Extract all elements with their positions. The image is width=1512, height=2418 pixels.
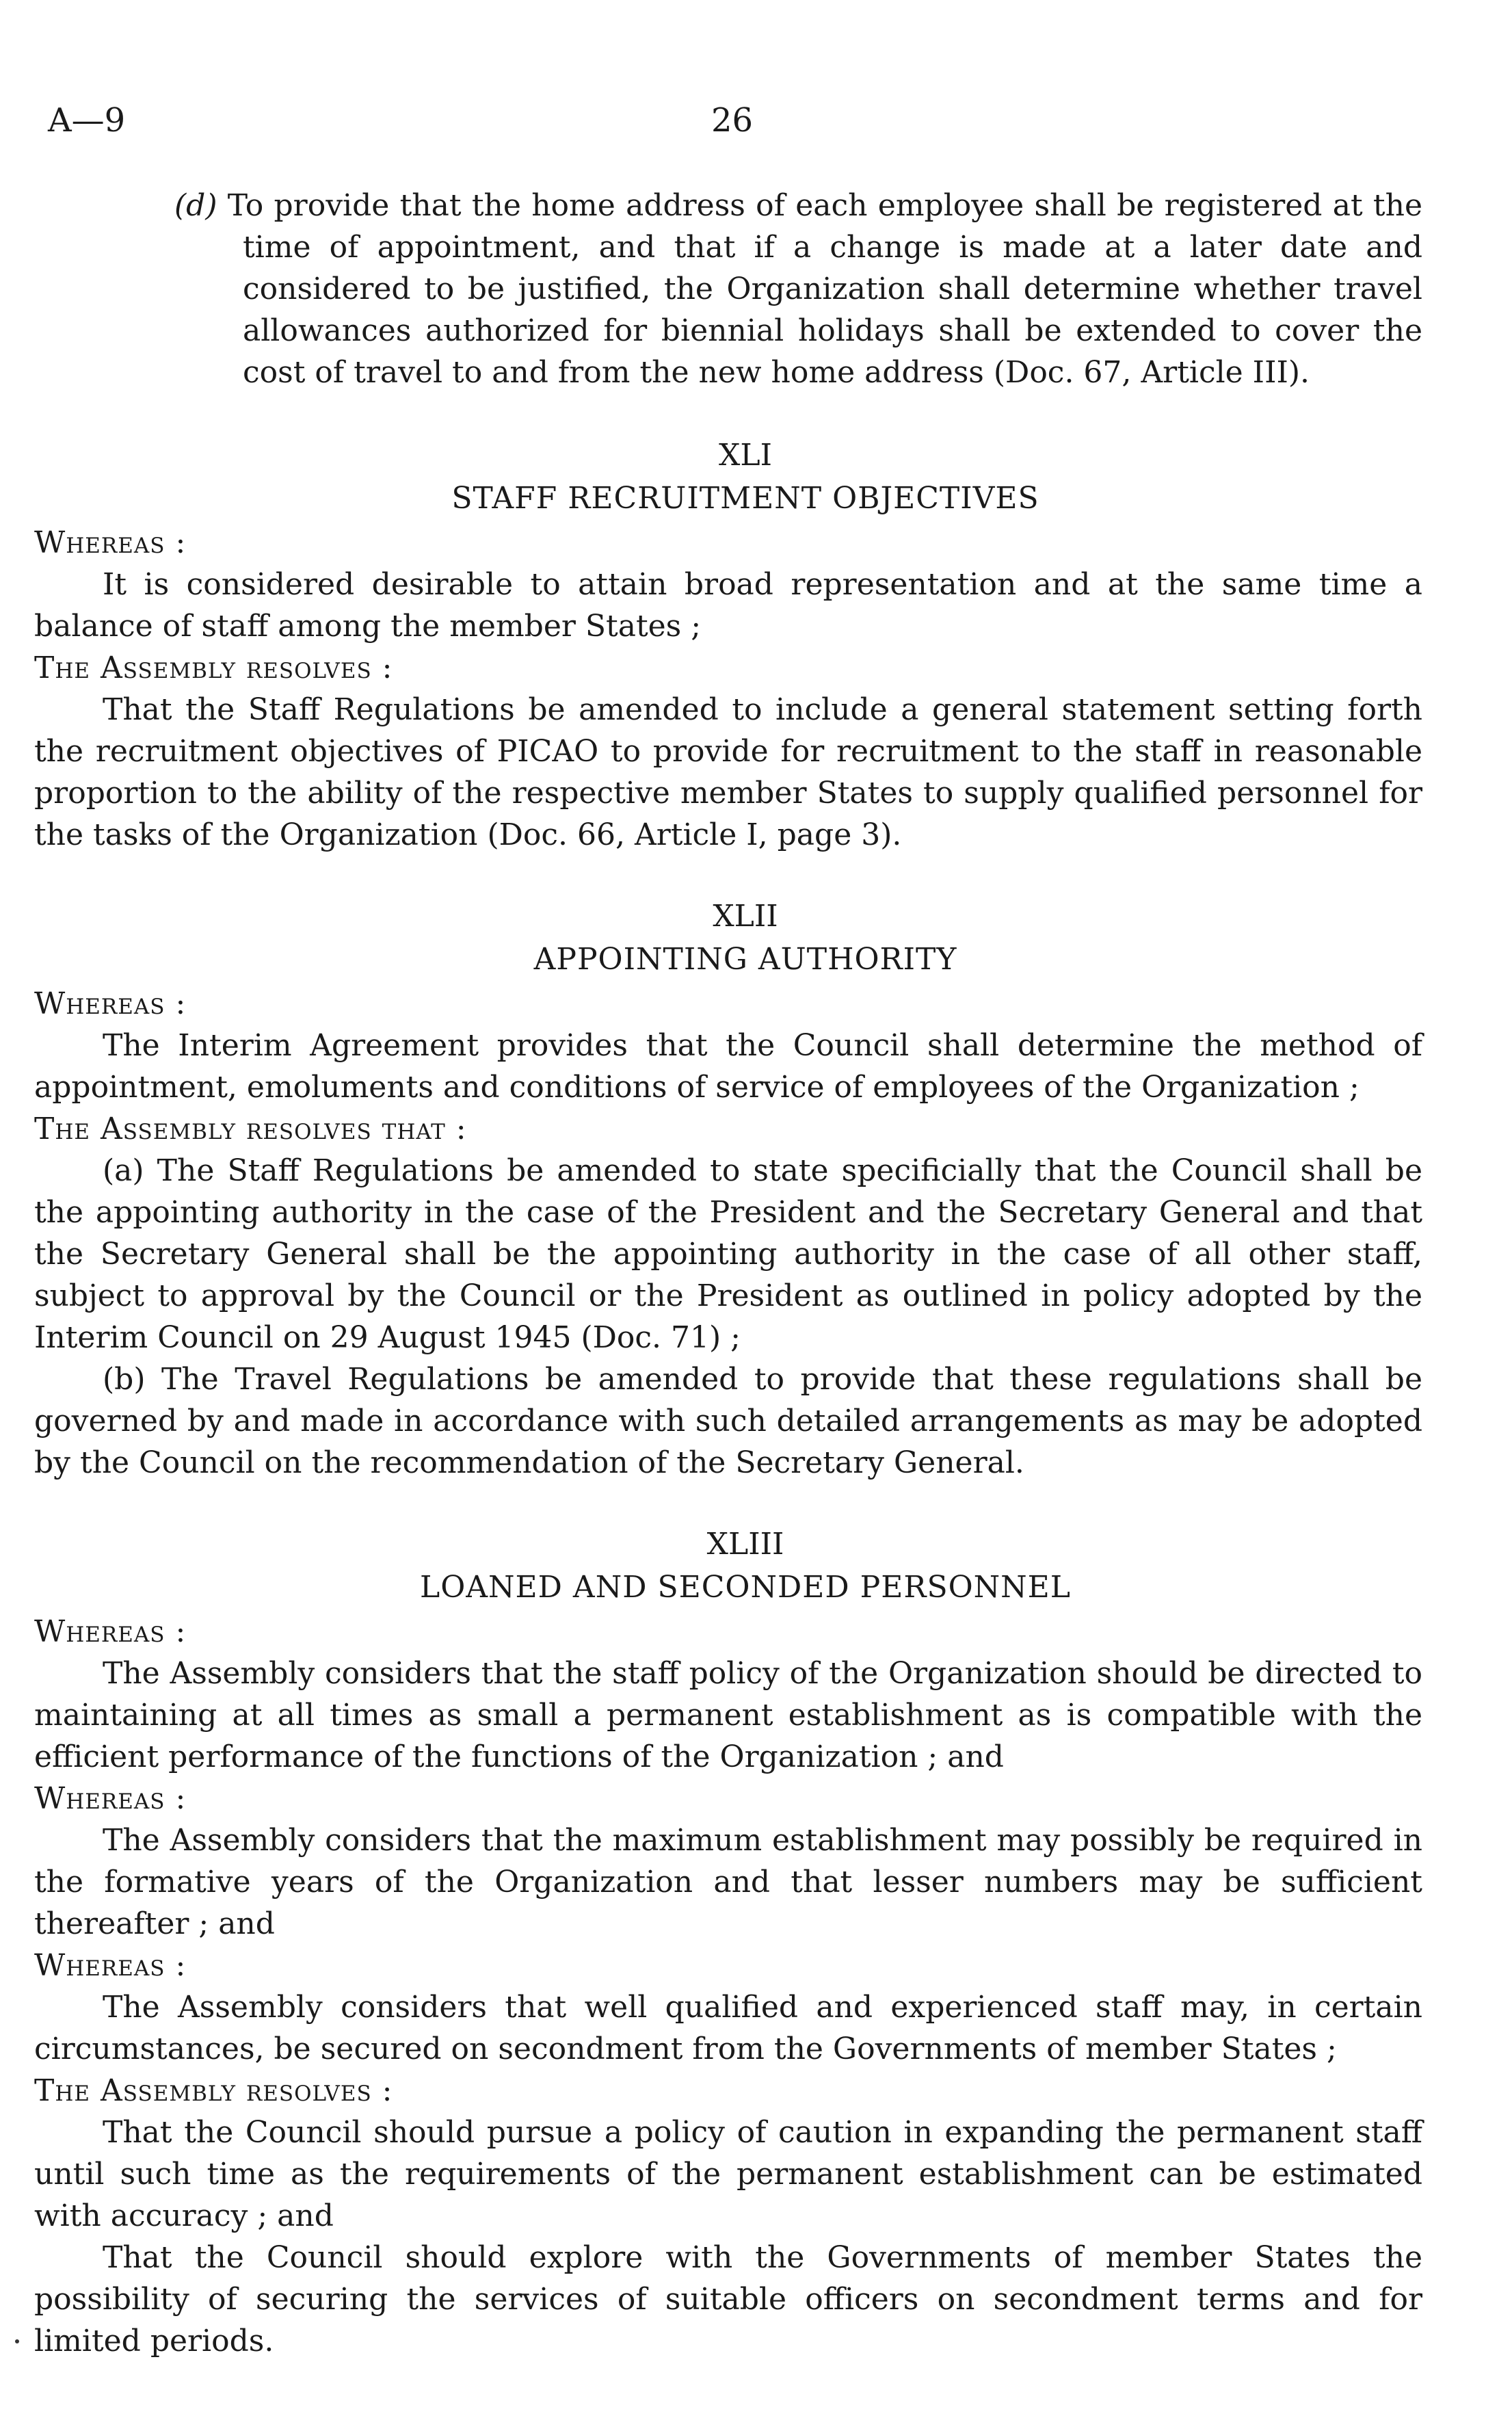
document-reference: A—9 (48, 101, 126, 140)
section-title-xliii: LOANED AND SECONDED PERSONNEL (419, 1570, 1072, 1605)
item-d-paragraph (68, 185, 1422, 393)
resolves-label: The Assembly resolves that : (34, 1112, 467, 1146)
resolves-label: The Assembly resolves : (34, 2073, 393, 2108)
item-d-text: To provide that the home address of each employee shall be registered at the time of appointment, and that if a change is made at a later date and considered to be justified, the Organization shall determine whether travel allowances authorized for biennial holidays shall be extended to cover the cost of travel to and from the new home address (Doc. 67, Article III). (227, 188, 1422, 390)
whereas-label: Whereas : (34, 1781, 187, 1816)
section-number-xliii: XLIII (706, 1527, 784, 1562)
resolution-paragraph: That the Council should explore with the Governments of member States the possibility of securing the services of suitable officers on secondment terms and for limited periods. (34, 2240, 1422, 2358)
resolution-item-b: (b) The Travel Regulations be amended to provide that these regulations shall be governed by and made in accordance with such detailed arrangements as may be adopted by the Council on the recommendation of the Secretary General. (34, 1362, 1422, 1480)
section-title-xlii: APPOINTING AUTHORITY (533, 942, 957, 977)
whereas-text: The Interim Agreement provides that the Council shall determine the method of appointment, emoluments and conditions of service of employees of the Organization ; (34, 1028, 1422, 1105)
resolves-label: The Assembly resolves : (34, 651, 393, 685)
whereas-text: It is considered desirable to attain broad representation and at the same time a balance of staff among the member States ; (34, 567, 1422, 644)
resolves-text: That the Staff Regulations be amended to include a general statement setting forth the recruitment objectives of PICAO to provide for recruitment to the staff in reasonable proportion to the ability of the respective member States to supply qualified personnel for the tasks of the Organization (Doc. 66, Article I, page 3). (34, 692, 1422, 852)
resolution-paragraph: That the Council should pursue a policy of caution in expanding the permanent staff until such time as the requirements of the permanent establishment can be estimated with accuracy ; and (34, 2115, 1422, 2233)
whereas-label: Whereas : (34, 1614, 187, 1649)
resolution-item-a: (a) The Staff Regulations be amended to state specificially that the Council shall be the appointing authority in the case of the President and the Secretary General and that the Secretary General shall be the appointing authority in the case of all other staff, subject to approval by the Council or the President as outlined in policy adopted by the Interim Council on 29 August 1945 (Doc. 71) ; (34, 1153, 1422, 1355)
page-number: 26 (711, 101, 754, 140)
whereas-text: The Assembly considers that the maximum establishment may possibly be required in the formative years of the Organization and that lesser numbers may be sufficient thereafter ; and (34, 1823, 1422, 1941)
section-title-xli: STAFF RECRUITMENT OBJECTIVES (451, 481, 1039, 516)
section-number-xlii: XLII (713, 899, 778, 934)
whereas-label: Whereas : (34, 1948, 187, 1983)
whereas-text: The Assembly considers that well qualified and experienced staff may, in certain circumstances, be secured on secondment from the Governments of member States ; (34, 1990, 1422, 2066)
scan-speck (15, 2339, 19, 2343)
whereas-label: Whereas : (34, 525, 187, 560)
document-body (34, 185, 1422, 2362)
whereas-label: Whereas : (34, 986, 187, 1021)
whereas-text: The Assembly considers that the staff policy of the Organization should be directed to maintaining at all times as small a permanent establishment as is compatible with the efficient performance of the functions of the Organization ; and (34, 1656, 1422, 1774)
item-d-marker: (d) (174, 188, 217, 223)
section-number-xli: XLI (719, 438, 772, 473)
